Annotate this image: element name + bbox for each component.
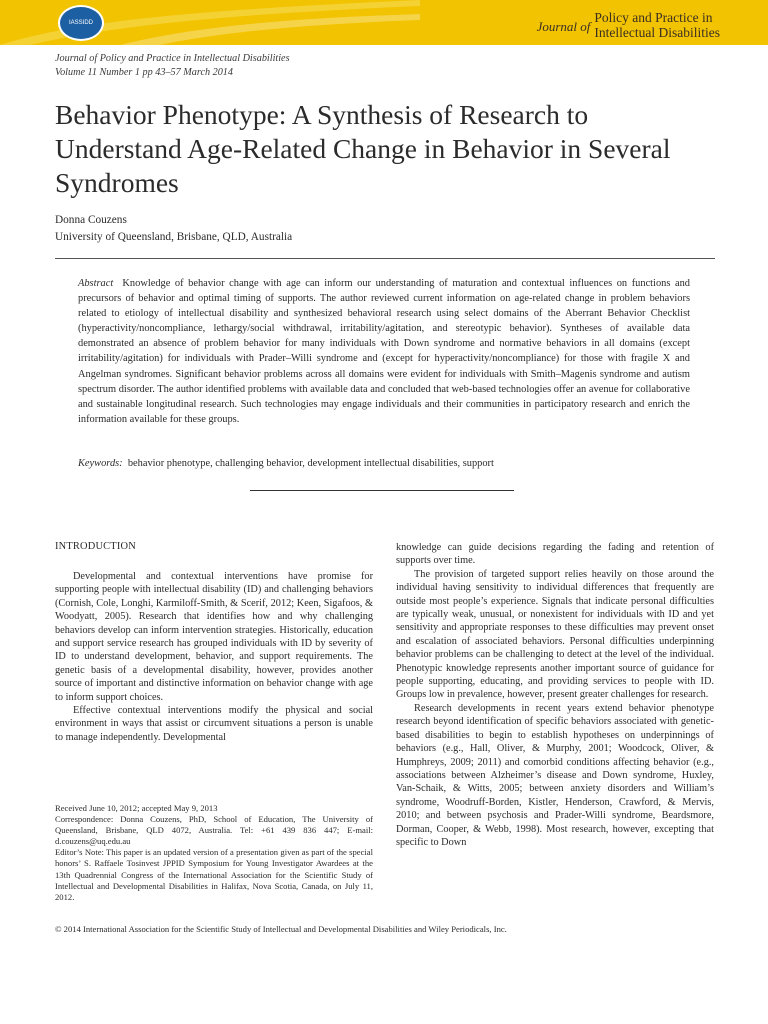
abstract [78,276,690,427]
journal-name-line1: Policy and Practice in [594,10,713,25]
paragraph: The provision of targeted support relies heavily on those around the individual having sensitivity to individual differences that frequently are outside most people’s experience. Signals that indicate personal difficulties are typically weak, unusual, or nonexistent for individuals with ID and yet sensitivity and appropriate responses to these difficulties may prevent onset and escalation of associated behaviors. Personal difficulties underpinning behavior problems can be challenging to detect at the level of the individual. Phenotypic knowledge represents another important source of guidance for people supporting, educating, and providing services to people with ID. Groups low in prevalence, however, present greater challenges for research. [396,568,714,701]
left-column [55,570,373,744]
received-dates: Received June 10, 2012; accepted May 9, 2013 [55,803,218,813]
society-logo [58,5,104,41]
citation-volume: Volume 11 Number 1 pp 43–57 March 2014 [55,66,233,78]
paragraph: knowledge can guide decisions regarding the fading and retention of supports over time. [396,542,714,567]
abstract-label: Abstract [78,278,114,289]
paragraph: Effective contextual interventions modify the physical and social environment in ways that assist or circumvent situations a person is unable to manage independently. Developmental [55,705,373,743]
copyright-notice: © 2014 International Association for the Scientific Study of Intellectual and Developmental Disabilities and Wiley Periodicals, Inc. [55,924,507,934]
section-heading-introduction: INTRODUCTION [55,541,136,552]
author-name: Donna Couzens [55,214,127,226]
paragraph: Research developments in recent years extend behavior phenotype research beyond identification of specific behaviors associated with genetic-based disabilities to begin to establish hypotheses on underpinnings of behaviors (e.g., Hall, Oliver, & Murphy, 2001; Woodcock, Oliver, & Humphreys, 2009; 2011) and comorbid conditions affecting behavior (e.g., associations between Alzheimer’s disease and Down syndrome, Huxley, Van-Schaik, & Witts, 2005; between anxiety disorders and William’s syndrome, Woodruff-Borden, Kistler, Henderson, Crawford, & Mervis, 2010; and between psychosis and Prader-Willi syndrome, Beardsmore, Dorman, Cooper, & Webb, 1998). Most research, however, excepting that specific to Down [396,702,714,848]
footnotes [55,803,373,903]
abstract-divider [250,490,514,491]
journal-of-label: Journal of [536,19,591,34]
header-divider [55,258,715,259]
author-affiliation: University of Queensland, Brisbane, QLD, Australia [55,231,293,243]
correspondence: Correspondence: Donna Couzens, PhD, School of Education, The University of Queensland, Brisbane, QLD 4072, Australia. Tel: +61 439 836 447; E-mail: d.couzens@uq.edu.au [55,814,373,847]
article-title: Behavior Phenotype: A Synthesis of Research to Understand Age-Related Change in Behavior in Several Syndromes [55,99,671,198]
keywords [78,458,690,469]
citation [55,52,290,79]
citation-journal: Journal of Policy and Practice in Intellectual Disabilities [55,53,290,64]
editors-note: Editor’s Note: This paper is an updated version of a presentation given as part of the special honors’ S. Raffaele Tosinvest JPPID Symposium for Young Investigator Awardees at the 13th Quadrennial Congress of the International Association for the Scientific Study of Intellectual and Developmental Disabilities in Halifax, Nova Scotia, Canada, on July 11, 2012. [55,847,373,902]
paragraph: Developmental and contextual interventions have promise for supporting people with intellectual disability (ID) and challenging behaviors (Cornish, Cole, Longhi, Karmiloff-Smith, & Scerif, 2012; Keen, Sigafoos, & Woodyatt, 2005). Research that identifies how and why challenging behaviors develop can inform intervention strategies. Historically, education and support service research has grouped individuals with ID by severity of ID to understand development, behavior, and support requirements. The genetic basis of a developmental disability, however, provides another source of important and distinctive information on behavior change with age to inform support choices. [55,571,373,703]
right-column [396,541,714,849]
journal-banner [0,0,768,45]
keywords-label: Keywords: [78,458,123,469]
journal-title-block [537,6,720,40]
journal-name [594,11,720,40]
keywords-text: behavior phenotype, challenging behavior, development intellectual disabilities, support [127,458,494,469]
logo-text: IASSIDD [68,20,93,26]
journal-name-line2: Intellectual Disabilities [594,24,720,40]
abstract-text: Knowledge of behavior change with age can inform our understanding of maturation and contextual influences on functions and precursors of behavior and optimal timing of supports. The author reviewed current information on age-related change in problem behaviors related to etiology of intellectual disability and synthesized behavioral research using select domains of the Aberrant Behavior Checklist (hyperactivity/noncompliance, lethargy/social withdrawal, irritability/agitation, and stereotypic behavior). Syntheses of available data demonstrated an absence of problem behavior for many individuals with Down syndrome and normative behaviors in all domains (except irritability/agitation) for individuals with Prader–Willi syndrome and (except for hyperactivity/noncompliance) for those with fragile X and Angelman syndromes. Significant behavior problems across all domains were evident for individuals with Smith–Magenis syndrome and autism spectrum disorder. The author identified problems with available data and concluded that web-based technologies offer an avenue for collaborative and sustainable longitudinal research. Such technologies may engage individuals and their communities in participatory research and enrich the information available for these groups. [78,278,690,425]
